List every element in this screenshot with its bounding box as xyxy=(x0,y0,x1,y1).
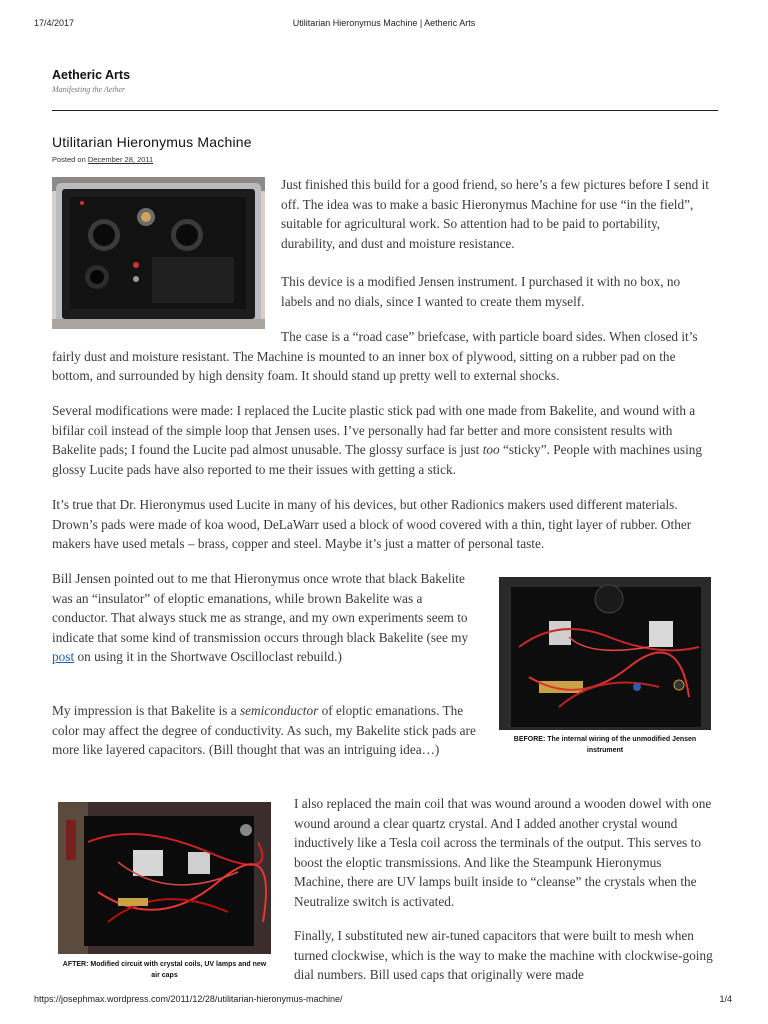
post-meta xyxy=(52,155,153,164)
before-wiring-photo[interactable] xyxy=(499,577,711,730)
after-caption: AFTER: Modified circuit with crystal coils, UV lamps and new air caps xyxy=(62,961,267,979)
paragraph-7-text-a: My impression is that Bakelite is a xyxy=(52,703,240,718)
header-divider xyxy=(52,110,718,111)
post-date-link[interactable]: December 28, 2011 xyxy=(87,155,154,164)
paragraph-7-text-b: of eloptic emanations. The color may affect the degree of conductivity. As such, my Bakelite stick pads are more like layered capacitors. (Bill thought that was an intriguing idea…) xyxy=(52,703,476,757)
site-title[interactable]: Aetheric Arts xyxy=(52,68,131,82)
posted-on-label: Posted on xyxy=(52,155,86,164)
paragraph-1: Just finished this build for a good friend, so here’s a few pictures before I send it off. The idea was to make a basic Hieronymus Machine for use “in the field”, suitable for agricultural work. So attention had to be paid to portability, durability, and dust and moisture resistance. xyxy=(281,177,709,251)
paragraph-7-emphasis: semiconductor xyxy=(239,703,319,718)
paragraph-8: I also replaced the main coil that was wound around a wooden dowel with one wound around a clear quartz crystal. And I added another crystal wound inductively like a Tesla coil across the terminals of the output. This serves to boost the eloptic transmissions. And like the Steampunk Hieronymus Machine, there are UV lamps built inside to “cleanse” the crystals when the Neutralize switch is activated. xyxy=(294,796,712,909)
paragraph-4-text-a: Several modifications were made: I replaced the Lucite plastic stick pad with one made from Bakelite, and wound with a bifilar coil instead of the simple loop that Jensen uses. I’ve personally had far better and more consistent results with Bakelite pads; I found the Lucite pad almost unusable. The glossy surface is just xyxy=(52,403,696,457)
paragraph-4-emphasis: too xyxy=(482,442,500,457)
paragraph-4 xyxy=(52,401,718,479)
paragraph-6 xyxy=(52,569,477,667)
paragraph-2: This device is a modified Jensen instrument. I purchased it with no box, no labels and no dials, since I wanted to create them myself. xyxy=(281,274,681,309)
paragraph-6-text-b: on using it in the Shortwave Oscilloclast rebuild.) xyxy=(74,649,342,664)
paragraph-7 xyxy=(52,701,477,760)
paragraph-5: It’s true that Dr. Hieronymus used Lucite in many of his devices, but other Radionics makers used different materials. Drown’s pads were made of koa wood, DeLaWarr used a block of wood covered with a thin, tight layer of rubber. Other makers have used metals – brass, copper and steel. Maybe it’s just a matter of personal taste. xyxy=(52,497,692,551)
print-date: 17/4/2017 xyxy=(34,18,75,28)
paragraph-3: The case is a “road case” briefcase, with particle board sides. When closed it’s fairly dust and moisture resistant. The Machine is mounted to an inner box of plywood, sitting on a rubber pad on the bottom, and surrounded by high density foam. It should stand up pretty well to external shocks. xyxy=(52,329,698,383)
print-url: https://josephmax.wordpress.com/2011/12/28/utilitarian-hieronymus-machine/ xyxy=(34,994,343,1004)
machine-photo[interactable] xyxy=(52,177,265,329)
paragraph-9: Finally, I substituted new air-tuned capacitors that were built to mesh when turned clockwise, which is the way to make the machine with clockwise-going dial numbers. Bill used caps that originally were made xyxy=(294,928,713,982)
site-tagline: Manifesting the Aether xyxy=(52,85,126,94)
print-page-title: Utilitarian Hieronymus Machine | Aetheric Arts xyxy=(292,18,476,28)
before-caption: BEFORE: The internal wiring of the unmodified Jensen instrument xyxy=(513,736,697,754)
post-title: Utilitarian Hieronymus Machine xyxy=(52,134,252,150)
print-page-number: 1/4 xyxy=(719,994,732,1004)
post-link[interactable]: post xyxy=(52,649,75,664)
after-wiring-photo[interactable] xyxy=(58,802,271,954)
paragraph-4-text-b: “sticky”. People with machines using glossy Lucite pads have also reported to me their issues with getting a stick. xyxy=(52,442,703,477)
paragraph-6-text-a: Bill Jensen pointed out to me that Hieronymus once wrote that black Bakelite was an “insulator” of eloptic emanations, while brown Bakelite was a conductor. That always stuck me as strange, and my own experiments seem to indicate that some kind of transmission occurs through black Bakelite (see my xyxy=(52,571,469,645)
